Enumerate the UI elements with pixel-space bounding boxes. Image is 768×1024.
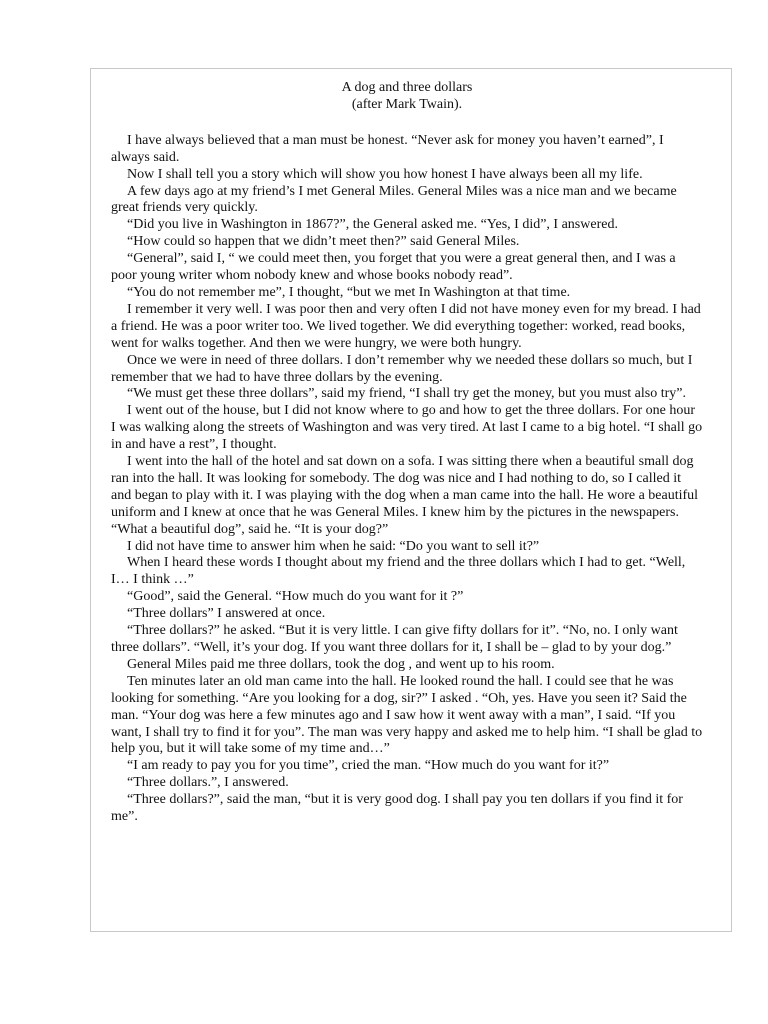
- paragraph: “Three dollars?” he asked. “But it is very little. I can give fifty dollars for it”. “No, no. I only want three dollars”. “Well, it’s your dog. If you want three dollars for it, I shall be – glad to by your dog.”: [111, 623, 678, 655]
- paragraph: I did not have time to answer him when he said: “Do you want to sell it?”: [127, 538, 540, 554]
- paragraph: Once we were in need of three dollars. I don’t remember why we needed these dollars so much, but I remember that we had to have three dollars by the evening.: [111, 352, 693, 385]
- paragraph: General Miles paid me three dollars, took the dog , and went up to his room.: [127, 656, 555, 672]
- document-title: A dog and three dollars: [341, 80, 473, 95]
- document-subtitle: (after Mark Twain).: [351, 96, 463, 112]
- paragraph: “General”, said I, “ we could meet then, you forget that you were a great general then, and I was a poor young writer whom nobody knew and whose books nobody read”.: [111, 251, 676, 284]
- paragraph: A few days ago at my friend’s I met General Miles. General Miles was a nice man and we became great friends very quickly.: [111, 183, 677, 216]
- paragraph: “Good”, said the General. “How much do you want for it ?”: [127, 589, 464, 605]
- paragraph: When I heard these words I thought about my friend and the three dollars which I had to get. “Well, I… I think …”: [111, 555, 686, 588]
- paragraph: “Three dollars?”, said the man, “but it is very good dog. I shall pay you ten dollars if you find it for me”.: [111, 792, 683, 825]
- paragraph: “I am ready to pay you for you time”, cried the man. “How much do you want for it?”: [127, 758, 610, 774]
- paragraph: Now I shall tell you a story which will show you how honest I have always been all my life.: [127, 166, 643, 182]
- paragraph: “You do not remember me”, I thought, “but we met In Washington at that time.: [127, 284, 571, 300]
- paragraph: I remember it very well. I was poor then and very often I did not have money even for my bread. I had a friend. He was a poor writer too. We lived together. We did everything together: worked, read books, went for walks together. And then we were hungry, we were both hungry.: [111, 301, 701, 351]
- paragraph: “Three dollars.”, I answered.: [127, 775, 289, 791]
- paragraph: I have always believed that a man must be honest. “Never ask for money you haven’t earned”, I always said.: [111, 132, 664, 165]
- paragraph: I went out of the house, but I did not know where to go and how to get the three dollars. For one hour I was walking along the streets of Washington and was very tired. At last I came to a big hotel. “I shall go in and have a rest”, I thought.: [111, 403, 703, 453]
- paragraph: “How could so happen that we didn’t meet then?” said General Miles.: [127, 234, 520, 250]
- paragraph: I went into the hall of the hotel and sat down on a sofa. I was sitting there when a beautiful small dog ran into the hall. It was looking for somebody. The dog was nice and I had nothing to do, so I called it and began to play with it. I was playing with the dog when a man came into the hall. He wore a beautiful uniform and I knew at once that he was General Miles. I knew him by the pictures in the newspapers. “What a beautiful dog”, said he. “It is your dog?”: [111, 454, 699, 537]
- document-body: [111, 80, 703, 826]
- paragraph: Ten minutes later an old man came into the hall. He looked round the hall. I could see that he was looking for something. “Are you looking for a dog, sir?” I asked . “Oh, yes. Have you seen it? Said the man. “Your dog was here a few minutes ago and I saw how it went away with a man”, I said. “If you want, I shall try to find it for you”. The man was very happy and asked me to help him. “I shall be glad to help you, but it will take some of my time and…”: [111, 673, 703, 757]
- paragraph: “We must get these three dollars”, said my friend, “I shall try get the money, but you must also try”.: [127, 386, 686, 402]
- paragraph: “Three dollars” I answered at once.: [127, 606, 326, 622]
- document-page: [90, 68, 732, 932]
- paragraph: “Did you live in Washington in 1867?”, the General asked me. “Yes, I did”, I answered.: [127, 217, 618, 233]
